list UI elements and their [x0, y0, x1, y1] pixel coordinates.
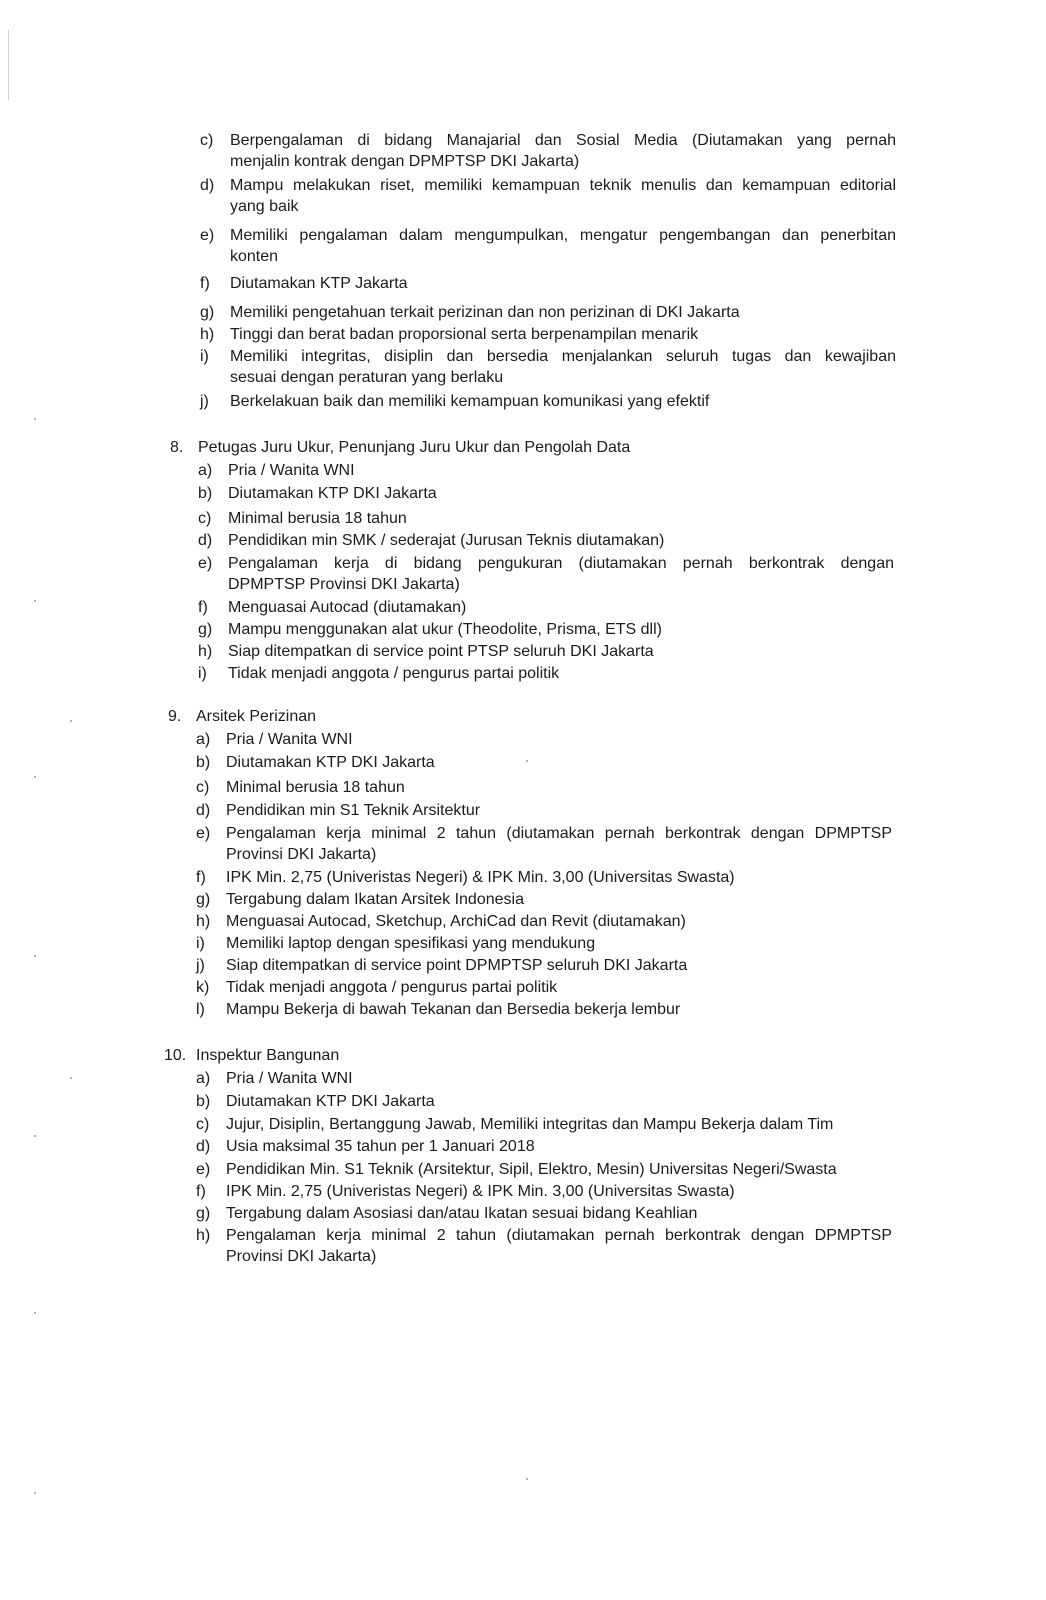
list-item-text: Mampu Bekerja di bawah Tekanan dan Bersedia bekerja lembur — [226, 1001, 681, 1018]
list-item — [198, 553, 894, 595]
section-items — [170, 460, 894, 684]
list-item-continuation: sesuai dengan peraturan yang berlaku — [230, 369, 504, 386]
list-item-text: Minimal berusia 18 tahun — [226, 779, 405, 796]
list-item — [196, 911, 892, 932]
list-item-text: Memiliki pengetahuan terkait perizinan dan non perizinan di DKI Jakarta — [230, 304, 740, 321]
list-item-text: Pengalaman kerja minimal 2 tahun (diutamakan pernah berkontrak dengan DPMPTSP — [226, 1227, 892, 1244]
list-marker: i) — [198, 665, 207, 682]
list-item — [196, 1225, 892, 1267]
list-item-text: Mampu melakukan riset, memiliki kemampuan teknik menulis dan kemampuan editorial — [230, 177, 896, 194]
list-item — [200, 391, 896, 412]
list-item — [200, 346, 896, 388]
list-item-text: Pendidikan min S1 Teknik Arsitektur — [226, 802, 481, 819]
list-marker: c) — [200, 132, 214, 149]
list-item — [196, 1181, 892, 1202]
list-item — [200, 324, 896, 345]
list-marker: c) — [196, 779, 210, 796]
section-heading — [170, 437, 894, 459]
list-item — [196, 955, 892, 976]
list-marker: a) — [196, 731, 211, 748]
list-marker: g) — [196, 891, 211, 908]
list-marker: i) — [196, 935, 205, 952]
list-marker: e) — [200, 227, 215, 244]
scan-speck — [526, 1478, 528, 1480]
list-marker: d) — [196, 802, 211, 819]
list-marker: b) — [198, 485, 213, 502]
section-heading — [168, 706, 892, 728]
list-item — [198, 641, 894, 662]
section-items — [168, 729, 892, 1020]
list-item-text: Tergabung dalam Asosiasi dan/atau Ikatan sesuai bidang Keahlian — [226, 1205, 698, 1222]
list-item-continuation: Provinsi DKI Jakarta) — [226, 1248, 377, 1265]
list-item-text: Usia maksimal 35 tahun per 1 Januari 2018 — [226, 1138, 535, 1155]
scan-speck — [34, 1492, 36, 1494]
list-item-text: IPK Min. 2,75 (Univeristas Negeri) & IPK Min. 3,00 (Universitas Swasta) — [226, 869, 735, 886]
list-marker: d) — [200, 177, 215, 194]
list-marker: i) — [200, 348, 209, 365]
list-marker: c) — [196, 1116, 210, 1133]
list-marker: j) — [196, 957, 205, 974]
scan-speck — [34, 1312, 36, 1314]
list-marker: f) — [196, 1183, 206, 1200]
list-item — [196, 729, 892, 750]
list-item-text: Diutamakan KTP DKI Jakarta — [228, 485, 437, 502]
scan-speck — [34, 600, 36, 602]
section-continued — [200, 130, 896, 412]
scan-speck — [34, 955, 36, 957]
list-item-text: Berkelakuan baik dan memiliki kemampuan komunikasi yang efektif — [230, 393, 710, 410]
list-marker: e) — [196, 825, 211, 842]
list-item-text: Pria / Wanita WNI — [228, 462, 355, 479]
scan-speck — [34, 1135, 36, 1137]
list-item — [196, 977, 892, 998]
list-item-text: Pendidikan Min. S1 Teknik (Arsitektur, Sipil, Elektro, Mesin) Universitas Negeri/Swasta — [226, 1161, 837, 1178]
list-marker: c) — [198, 510, 212, 527]
list-item — [198, 460, 894, 481]
list-item-text: Minimal berusia 18 tahun — [228, 510, 407, 527]
list-marker: f) — [196, 869, 206, 886]
list-item-text: Pengalaman kerja minimal 2 tahun (diutamakan pernah berkontrak dengan DPMPTSP — [226, 825, 892, 842]
list-marker: g) — [198, 621, 213, 638]
section-9 — [168, 706, 892, 1020]
list-item — [196, 1068, 892, 1089]
list-item — [200, 302, 896, 323]
list-item-text: Pengalaman kerja di bidang pengukuran (diutamakan pernah berkontrak dengan — [228, 555, 894, 572]
list-marker: g) — [200, 304, 215, 321]
list-marker: b) — [196, 754, 211, 771]
scan-speck — [34, 776, 36, 778]
list-item — [200, 130, 896, 172]
list-item — [200, 273, 896, 294]
list-marker: h) — [200, 326, 215, 343]
section-title: Inspektur Bangunan — [196, 1047, 340, 1064]
list-marker: k) — [196, 979, 210, 996]
list-marker: h) — [196, 1227, 211, 1244]
list-item-text: Menguasai Autocad, Sketchup, ArchiCad dan Revit (diutamakan) — [226, 913, 686, 930]
list-marker: a) — [196, 1070, 211, 1087]
list-item-text: Siap ditempatkan di service point PTSP seluruh DKI Jakarta — [228, 643, 654, 660]
list-item — [200, 175, 896, 217]
list-item — [196, 1159, 892, 1180]
list-marker: g) — [196, 1205, 211, 1222]
list-item-text: Memiliki laptop dengan spesifikasi yang mendukung — [226, 935, 596, 952]
list-item-text: Diutamakan KTP DKI Jakarta — [226, 1093, 435, 1110]
list-item — [196, 800, 892, 821]
list-item-text: Tidak menjadi anggota / pengurus partai politik — [226, 979, 558, 996]
section-10 — [164, 1045, 892, 1267]
scan-speck — [70, 1077, 72, 1079]
list-marker: a) — [198, 462, 213, 479]
list-marker: f) — [200, 275, 210, 292]
list-marker: e) — [198, 555, 213, 572]
list-item — [200, 225, 896, 267]
list-marker: e) — [196, 1161, 211, 1178]
list-marker: f) — [198, 599, 208, 616]
list-item-continuation: konten — [230, 248, 279, 265]
list-item-continuation: yang baik — [230, 198, 299, 215]
list-item — [198, 619, 894, 640]
list-item — [198, 483, 894, 504]
list-item — [196, 889, 892, 910]
list-item — [198, 597, 894, 618]
list-marker: d) — [196, 1138, 211, 1155]
list-item-text: Tergabung dalam Ikatan Arsitek Indonesia — [226, 891, 524, 908]
section-title: Arsitek Perizinan — [196, 708, 317, 725]
section-number: 8. — [170, 439, 184, 456]
section-number: 10. — [164, 1047, 187, 1064]
scan-edge-mark — [8, 30, 9, 100]
list-item — [196, 823, 892, 865]
list-item-continuation: Provinsi DKI Jakarta) — [226, 846, 377, 863]
list-item — [196, 999, 892, 1020]
list-item-text: Pria / Wanita WNI — [226, 1070, 353, 1087]
list-item-continuation: DPMPTSP Provinsi DKI Jakarta) — [228, 576, 460, 593]
list-item — [196, 933, 892, 954]
list-item-text: Diutamakan KTP Jakarta — [230, 275, 408, 292]
list-marker: l) — [196, 1001, 205, 1018]
list-item-continuation: menjalin kontrak dengan DPMPTSP DKI Jakarta) — [230, 153, 580, 170]
section-items — [164, 1068, 892, 1267]
list-marker: h) — [196, 913, 211, 930]
list-marker: d) — [198, 532, 213, 549]
list-item — [196, 1114, 892, 1135]
section-heading — [164, 1045, 892, 1067]
list-item — [196, 1203, 892, 1224]
list-item — [196, 1136, 892, 1157]
list-item-text: Jujur, Disiplin, Bertanggung Jawab, Memiliki integritas dan Mampu Bekerja dalam Tim — [226, 1116, 834, 1133]
list-item — [198, 508, 894, 529]
section-number: 9. — [168, 708, 182, 725]
list-marker: j) — [200, 393, 209, 410]
list-item-text: IPK Min. 2,75 (Univeristas Negeri) & IPK Min. 3,00 (Universitas Swasta) — [226, 1183, 735, 1200]
list-item — [196, 752, 892, 773]
list-item-text: Menguasai Autocad (diutamakan) — [228, 599, 467, 616]
list-item — [196, 1091, 892, 1112]
list-item — [196, 777, 892, 798]
scan-speck — [526, 760, 528, 762]
list-item — [196, 867, 892, 888]
list-item-text: Tidak menjadi anggota / pengurus partai politik — [228, 665, 560, 682]
list-marker: h) — [198, 643, 213, 660]
section-8 — [170, 437, 894, 684]
scan-speck — [34, 418, 36, 420]
list-item-text: Pendidikan min SMK / sederajat (Jurusan Teknis diutamakan) — [228, 532, 665, 549]
list-item — [198, 663, 894, 684]
list-item-text: Siap ditempatkan di service point DPMPTSP seluruh DKI Jakarta — [226, 957, 688, 974]
list-item-text: Pria / Wanita WNI — [226, 731, 353, 748]
list-item-text: Berpengalaman di bidang Manajarial dan Sosial Media (Diutamakan yang pernah — [230, 132, 896, 149]
list-item — [198, 530, 894, 551]
list-item-text: Tinggi dan berat badan proporsional serta berpenampilan menarik — [230, 326, 699, 343]
list-item-text: Memiliki integritas, disiplin dan bersedia menjalankan seluruh tugas dan kewajiban — [230, 348, 896, 365]
section-title: Petugas Juru Ukur, Penunjang Juru Ukur dan Pengolah Data — [198, 439, 631, 456]
list-item-text: Memiliki pengalaman dalam mengumpulkan, mengatur pengembangan dan penerbitan — [230, 227, 896, 244]
list-item-text: Mampu menggunakan alat ukur (Theodolite, Prisma, ETS dll) — [228, 621, 662, 638]
list-item-text: Diutamakan KTP DKI Jakarta — [226, 754, 435, 771]
list-marker: b) — [196, 1093, 211, 1110]
scan-speck — [70, 720, 72, 722]
